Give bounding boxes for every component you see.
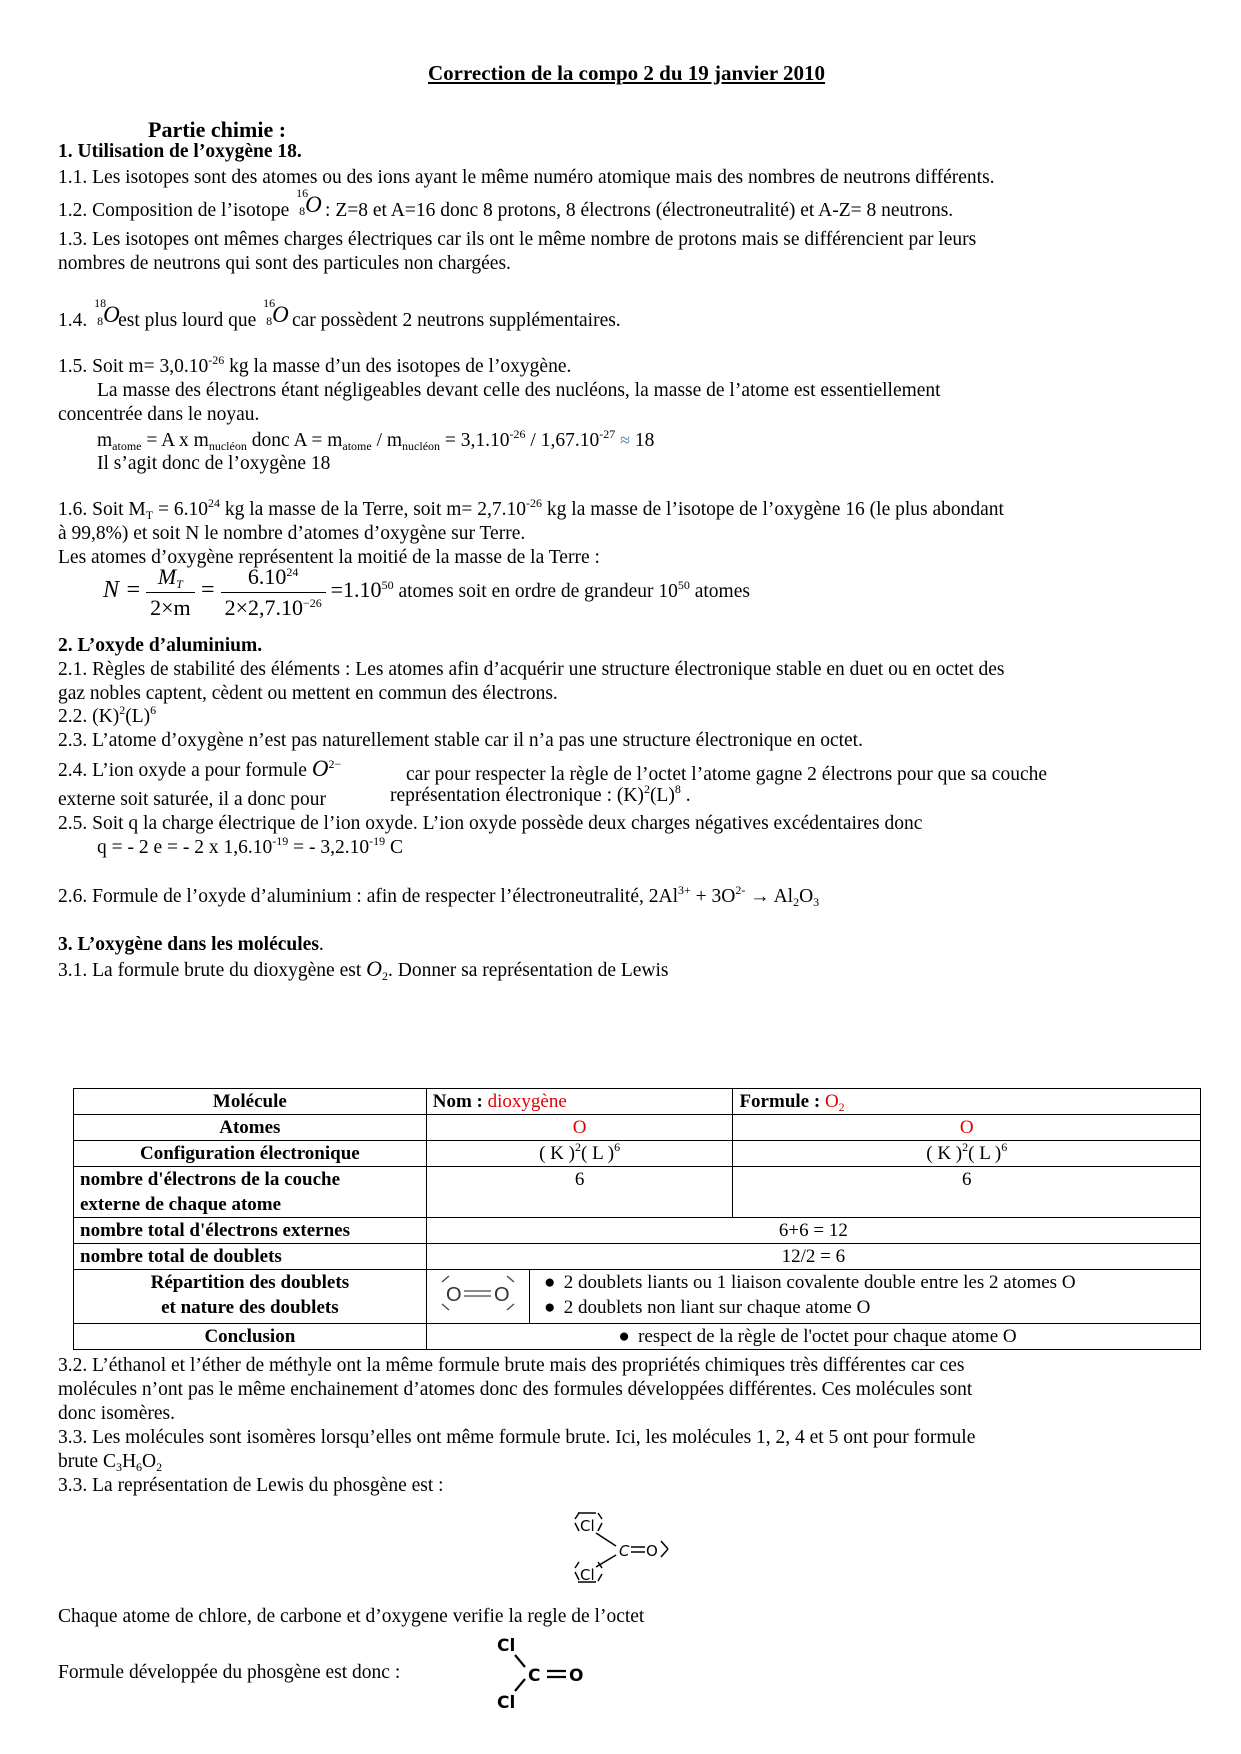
- paragraph-1-6-line2: à 99,8%) et soit N le nombre d’atomes d’oxygène sur Terre.: [58, 523, 526, 544]
- paragraph-3-2-line2: molécules n’ont pas le même enchainement d’atomes donc des formules développées différentes. Ces molécules sont: [58, 1379, 973, 1400]
- isotope-o16: 16 8 O: [263, 296, 289, 328]
- table-cell-total-electrons: 6+6 = 12: [426, 1218, 1200, 1244]
- o2-lewis-structure: [426, 1270, 529, 1324]
- table-cell-doublets-list: ● 2 doublets liants ou 1 liaison covalente double entre les 2 atomes O ● 2 doublets non liant sur chaque atome O: [529, 1270, 1200, 1324]
- table-cell-config-2: ( K )$^2$( L )$^6$: [733, 1141, 1201, 1167]
- paragraph-2-4-line1-rest: car pour respecter la règle de l’octet l’atome gagne 2 électrons pour que sa couche: [406, 764, 1048, 785]
- paragraph-1-3-line2: nombres de neutrons qui sont des particules non chargées.: [58, 253, 511, 274]
- table-cell-outer-2: 6: [733, 1167, 1201, 1218]
- table-label-conclusion: Conclusion: [74, 1324, 427, 1350]
- paragraph-3-3b: 3.3. La représentation de Lewis du phosgène est :: [58, 1475, 444, 1496]
- paragraph-2-4-line1: 2.4. L’ion oxyde a pour formule $O^{2-}$: [58, 756, 342, 781]
- table-row: [74, 1141, 1201, 1167]
- paragraph-3-2-line1: 3.2. L’éthanol et l’éther de méthyle ont la même formule brute mais des propriétés chimiques très différentes car ces: [58, 1355, 965, 1376]
- table-row: [74, 1218, 1201, 1244]
- table-label-total-electrons: nombre total d'électrons externes: [74, 1218, 427, 1244]
- section-3-heading: 3. L’oxygène dans les molécules.: [58, 934, 324, 955]
- paragraph-formule-developpee: Formule développée du phosgène est donc :: [58, 1662, 401, 1683]
- paragraph-1-5-a: 1.5. Soit $m= 3,0.10^{-26}$ kg la masse d’un des isotopes de l’oxygène.: [58, 353, 572, 377]
- table-label-repartition: Répartition des doublets et nature des doublets: [74, 1270, 427, 1324]
- paragraph-1-3-line1: 1.3. Les isotopes ont mêmes charges électriques car ils ont le même nombre de protons mais se différencient par leurs: [58, 229, 977, 250]
- phosgene-lewis-icon: [570, 1505, 680, 1585]
- table-cell-config-1: ( K )$^2$( L )$^6$: [426, 1141, 733, 1167]
- paragraph-1-2: 1.2. Composition de l’isotope 16 8 O : Z=8 et A=16 donc 8 protons, 8 électrons (électroneutralité) et A-Z= 8 neutrons.: [58, 186, 954, 221]
- paragraph-2-3: 2.3. L’atome d’oxygène n’est pas naturellement stable car il n’a pas une structure électronique en octet.: [58, 730, 863, 751]
- paragraph-1-1: 1.1. Les isotopes sont des atomes ou des ions ayant le même numéro atomique mais des nombres de neutrons différents.: [58, 167, 995, 188]
- paragraph-2-4-line2-rest: représentation électronique : $(K)^2(L)^8$ .: [390, 782, 691, 806]
- svg-text:Cl: Cl: [497, 1636, 516, 1656]
- table-row: [74, 1244, 1201, 1270]
- equation-n-atoms: N = $\frac{M_T}{2\times m}$ = $\frac{6.10^{24}}{2\times 2,7.10^{-26}}$ $=1.10^{50}$ atomes soit en ordre de grandeur $10^{50}$ atomes: [103, 564, 750, 620]
- dioxygen-table: [73, 1088, 1201, 1350]
- paragraph-1-6-line1: 1.6. Soit $M_T = 6.10^{24}$ kg la masse de la Terre, soit $m= 2,7.10^{-26}$ kg la masse de l’isotope de l’oxygène 16 (le plus abondant: [58, 496, 1004, 522]
- table-cell-atom-1: O: [426, 1115, 733, 1141]
- table-row: [74, 1167, 1201, 1218]
- table-label-atomes: Atomes: [74, 1115, 427, 1141]
- table-cell-nom: Nom : dioxygène: [426, 1089, 733, 1115]
- paragraph-octet: Chaque atome de chlore, de carbone et d’oxygene verifie la regle de l’octet: [58, 1606, 645, 1627]
- table-cell-formule: Formule : $O_2$: [733, 1089, 1201, 1115]
- paragraph-3-2-line3: donc isomères.: [58, 1403, 175, 1424]
- section-1-heading: 1. Utilisation de l’oxygène 18.: [58, 141, 302, 162]
- phosgene-structure-icon: [495, 1633, 595, 1713]
- svg-text:O: O: [445, 1284, 462, 1306]
- formula-mass-number: $m_{atome} = A$ x $m_{nucléon}$ donc $A = m_{atome} / m_{nucléon} = 3,1.10^{-26} / 1,67.10^{-27} \approx 18$: [97, 427, 655, 453]
- table-cell-atom-2: O: [733, 1115, 1201, 1141]
- paragraph-1-5-b2: concentrée dans le noyau.: [58, 404, 260, 425]
- paragraph-2-6: 2.6. Formule de l’oxyde d’aluminium : afin de respecter l’électroneutralité, $2Al^{3+} + 3O^{2-} \to Al_2O_3$: [58, 883, 820, 909]
- table-label-outer-electrons: nombre d'électrons de la couche externe de chaque atome: [74, 1167, 427, 1218]
- table-row: [74, 1089, 1201, 1115]
- section-2-heading: 2. L’oxyde d’aluminium.: [58, 635, 263, 656]
- paragraph-2-1-line2: gaz nobles captent, cèdent ou mettent en commun des électrons.: [58, 683, 558, 704]
- paragraph-2-5-line1: 2.5. Soit q la charge électrique de l’ion oxyde. L’ion oxyde possède deux charges négatives excédentaires donc: [58, 813, 923, 834]
- svg-text:Cl: Cl: [497, 1693, 516, 1713]
- o2-lewis-icon: [433, 1270, 523, 1316]
- svg-text:O: O: [493, 1284, 510, 1306]
- table-row: [74, 1270, 1201, 1324]
- table-label-total-doublets: nombre total de doublets: [74, 1244, 427, 1270]
- svg-text:C: C: [528, 1666, 541, 1686]
- table-cell-conclusion: ● respect de la règle de l'octet pour chaque atome O: [426, 1324, 1200, 1350]
- paragraph-1-5-c: Il s’agit donc de l’oxygène 18: [97, 453, 331, 474]
- paragraph-1-5-b1: La masse des électrons étant négligeables devant celle des nucléons, la masse de l’atome est essentiellement: [97, 380, 941, 401]
- table-row: [74, 1115, 1201, 1141]
- isotope-o16: 16 8 O: [296, 186, 322, 218]
- svg-text:C: C: [619, 1542, 630, 1560]
- part-heading: Partie chimie :: [148, 117, 287, 142]
- approx-icon: ≈: [620, 430, 630, 450]
- paragraph-3-3-line1: 3.3. Les molécules sont isomères lorsqu’elles ont même formule brute. Ici, les molécules 1, 2, 4 et 5 ont pour formule: [58, 1427, 976, 1448]
- paragraph-3-1: 3.1. La formule brute du dioxygène est $O_2$. Donner sa représentation de Lewis: [58, 956, 669, 983]
- paragraph-2-4-line2: externe soit saturée, il a donc pour: [58, 789, 327, 810]
- table-header-molecule: Molécule: [74, 1089, 427, 1115]
- svg-text:Cl: Cl: [580, 1566, 595, 1584]
- paragraph-1-6-line3: Les atomes d’oxygène représentent la moitié de la masse de la Terre :: [58, 547, 600, 568]
- isotope-o18: 18 8 O: [94, 296, 120, 328]
- svg-text:O: O: [569, 1666, 584, 1686]
- paragraph-1-4: 1.4. 18 8 O est plus lourd que 16 8 O car possèdent 2 neutrons supplémentaires.: [58, 296, 621, 331]
- paragraph-2-5-line2: q = - 2 e = - 2 x $1,6.10^{-19}$ = - $3,2.10^{-19}$ C: [97, 834, 404, 858]
- table-row: [74, 1324, 1201, 1350]
- paragraph-3-3-line2: brute $C_3H_6O_2$: [58, 1451, 163, 1474]
- svg-text:Cl: Cl: [580, 1517, 595, 1535]
- table-cell-total-doublets: 12/2 = 6: [426, 1244, 1200, 1270]
- table-label-configuration: Configuration électronique: [74, 1141, 427, 1167]
- paragraph-2-1-line1: 2.1. Règles de stabilité des éléments : Les atomes afin d’acquérir une structure électronique stable en duet ou en octet des: [58, 659, 1005, 680]
- paragraph-2-2: 2.2. $(K)^2(L)^6$: [58, 703, 157, 727]
- table-cell-outer-1: 6: [426, 1167, 733, 1218]
- page-title: Correction de la compo 2 du 19 janvier 2010: [428, 61, 826, 85]
- svg-text:O: O: [646, 1542, 658, 1560]
